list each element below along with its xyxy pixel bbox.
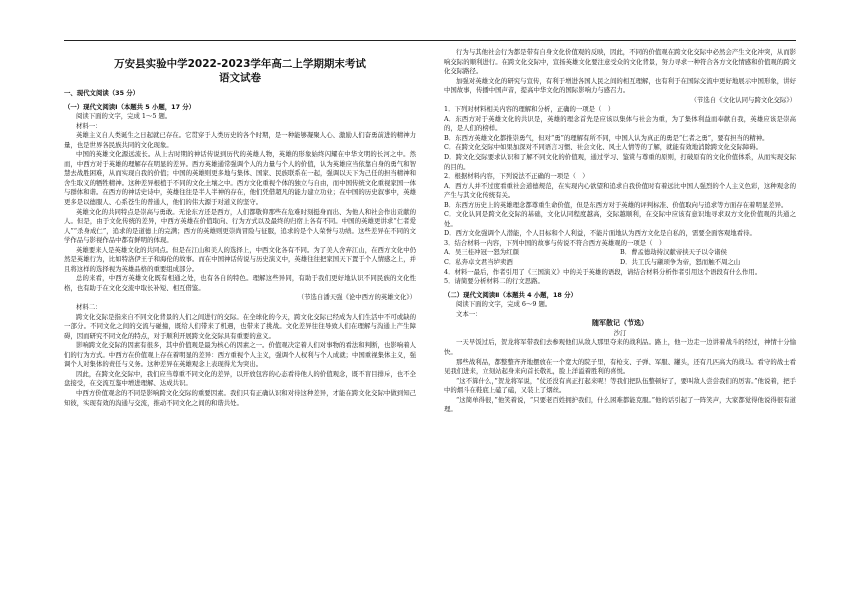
exam-subtitle: 语文试卷 [219, 72, 261, 84]
question-4: 4．材料一最后，作者引用了《三国演义》中的关于英雄的语段，请结合材料分析作者引用这个语段有什么作用。 [444, 267, 762, 276]
paragraph: 中国的英雄文化源远流长。从上古时期的神话传说到历代的英雄人物，英雄的形象始终闪耀在中华文明的长河之中。然而，中西方对于英雄的理解存在明显的差异。西方英雄通常强调个人的力量与个人的价值，认为英雄应当依靠自身的勇气和智慧去战胜困难，从而实现自我的价值；中国的英雄则更多地与集体、国家、民族联系在一起，强调以天下为己任的担当精神和舍生取义的牺牲精神。这种差异根植于不同的文化土壤之中。西方文化重视个体的独立与自由，而中国传统文化重视家国一体与群体和谐。在西方的神话史诗中，英雄往往是半人半神的存在，他们凭借超凡的能力建立功业；在中国的历史叙事中，英雄更多是以德服人、心系苍生的普通人，他们的伟大源于对道义的坚守。 [64, 150, 416, 207]
article-author: 沙汀 [613, 328, 627, 337]
paragraph: 总的来看，中西方英雄文化既有相通之处，也有各自的特色。理解这些异同，有助于我们更好地认识不同民族的文化性格，也有助于在文化交流中取长补短、相互借鉴。 [64, 274, 416, 292]
source-citation: （节选自潘天强《论中西方的英雄文化》） [297, 293, 416, 302]
paragraph: 英雄主义自人类诞生之日起就已存在。它贯穿于人类历史的各个时期，是一种能够凝聚人心、激励人们奋勇前进的精神力量，也是世界各民族共同的文化现象。 [64, 131, 416, 149]
option-c: C．在跨文化交际中如果加深对不同语言习惯、社会文化、风土人情等的了解，就能有效地消除跨文化交际障碍。 [444, 143, 763, 152]
options-row [444, 258, 796, 268]
paragraph: 一天早饭过后，贺龙将军带我们去参观他们从敌人那里夺来的战利品。路上，他一边走一边讲着战斗的经过，神情十分愉快。 [444, 338, 796, 356]
paragraph: 跨文化交际是指来自不同文化背景的人们之间进行的交际。在全球化的今天，跨文化交际已经成为人们生活中不可或缺的一部分。不同文化之间的交流与碰撞，既给人们带来了机遇，也带来了挑战。文化差异往往导致人们在理解与沟通上产生障碍，因而研究不同文化的特点，对于顺利开展跨文化交际具有重要的意义。 [64, 312, 416, 340]
paragraph: “这简单得很，”他笑着说，“只要老百姓拥护我们，什么困难都能克服。”他的话引起了一阵笑声，大家都觉得他说得很有道理。 [444, 395, 796, 414]
paragraph: 行为与其他社会行为都是带有自身文化价值观的反映，因此，不同的价值观在跨文化交际中必然会产生文化冲突，从而影响交际的顺利进行。在跨文化交际中，宣扬英雄文化要注意受众的文化背景，努力寻求一种符合各方文化情感和价值观的跨文化交际路径。 [444, 48, 796, 76]
source-citation: （节选自《文化认同与跨文化交际》） [690, 95, 796, 104]
options-row [444, 248, 796, 258]
option-b: B．曹孟德劫持汉献帝挟天子以令诸侯 [620, 248, 727, 257]
article-title: 随军散记（节选） [592, 319, 648, 328]
material-label: 材料一： [76, 121, 102, 130]
question-3: 3．结合材料一内容，下列中国的故事与传说不符合西方英雄观的一项是（ ） [444, 238, 666, 247]
option-b: B．东西方历史上的英雄理念都尊重生命价值，但是东西方对于英雄的评判标准、价值取向与追求等方面存在着明显差异。 [444, 200, 788, 209]
option-d: D．跨文化交际要求认识和了解不同文化的价值观，通过学习、鉴赏与尊重的原则，打破原有的文化价值体系，从而实现交际的目的。 [444, 153, 796, 171]
paragraph: 中西方价值观念的不同是影响跨文化交际的重要因素。我们只有正确认识和对待这种差异，才能在跨文化交际中做到知己知彼，实现有效的沟通与交流，推动不同文化之间的和谐共处。 [64, 388, 416, 407]
section-heading: 一、现代文阅读（35 分） [64, 89, 140, 97]
instruction: 阅读下面的文字，完成 6～9 题。 [456, 300, 552, 309]
instruction: 阅读下面的文字，完成 1～5 题。 [76, 112, 172, 121]
option-a: A．东西方对于英雄文化的共识是，英雄的理念首先是应该以集体与社会为重，为了集体利益而奉献自我，英雄应该是崇高的，是人们的榜样。 [444, 114, 796, 133]
question-2: 2．根据材料内容，下列说法不正确的一项是（ ） [444, 172, 589, 181]
option-c: C．文化认同是跨文化交际的基础，文化认同程度越高，交际越顺利，在交际中应该有意识地寻求双方文化价值观的共通之处。 [444, 210, 796, 228]
right-column [444, 48, 796, 415]
paragraph: 那些战利品，都整整齐齐地摆放在一个宽大的院子里，有枪支、子弹、军服、罐头，还有几匹高大的战马。看守的战士看见我们进来，立刻站起身来向首长敬礼，脸上洋溢着胜利的喜悦。 [444, 357, 796, 376]
paragraph: 影响跨文化交际的因素有很多，其中价值观是最为核心的因素之一。价值观决定着人们对事物的看法和判断，也影响着人们的行为方式。中西方在价值观上存在着明显的差异：西方重视个人主义，强调个人权利与个人成就；中国重视集体主义，强调个人对集体的责任与义务。这种差异在英雄观念上表现得尤为突出。 [64, 341, 416, 369]
paragraph: 英雄要来人是英雄文化的共同点。但是在江山和美人的选择上，中西文化各有不同。为了美人舍弃江山，在西方文化中仍然是英雄行为，比如特洛伊王子和海伦的故事。而在中国神话传说与历史演义中，英雄往往把家国天下置于个人情感之上，并且将这样的选择视为英雄品格的重要组成部分。 [64, 245, 416, 273]
option-d: D．西方文化强调个人潜能，个人目标和个人利益，不能片面地认为西方文化是自私的，需要全面客观地看待。 [444, 229, 756, 238]
option-a: A．西方人并不过度看重社会道德规范，在实现内心欲望和追求自我价值时有着远比中国人强烈的个人主义色彩，这种观念的产生与其文化传统有关。 [444, 181, 796, 200]
option-a: A．吴三桂冲冠一怒为红颜 [444, 248, 519, 257]
left-column [64, 48, 416, 408]
material-label: 材料二： [76, 303, 102, 312]
paragraph: 因此，在跨文化交际中，我们应当尊重不同文化的差异，以开放包容的心态看待他人的价值观念，既不盲目排斥，也不全盘接受，在交流互鉴中增进理解、达成共识。 [64, 369, 416, 388]
option-b: B．东西方英雄文化都推崇勇气，但对“勇”的理解有所不同，中国人认为真正的勇是“仁者之勇”，要有担当的精神。 [444, 133, 769, 142]
text-label: 文本一： [456, 309, 482, 318]
question-1: 1．下列对材料相关内容的理解和分析，正确的一项是（ ） [444, 105, 615, 114]
paragraph: “这不算什么，”贺龙将军说，“仗还没有真正打起来呢！等我们把队伍整顿好了，要叫敌人尝尝我们的厉害。”他说着，把手中的烟斗在鞋底上磕了磕，又装上了烟丝。 [444, 376, 796, 395]
question-5: 5．请简要分析材料二的行文思路。 [444, 277, 544, 286]
paragraph: 英雄文化的共同特点是崇高与勇敢。无论东方还是西方，人们都敬仰那些在危难时刻挺身而出、为他人和社会作出贡献的人。但是，由于文化传统的差异，中西方英雄在价值取向、行为方式以及最终的归宿上各有不同。中国的英雄更讲求“仁者爱人”“杀身成仁”，追求的是道德上的完满；西方的英雄则更崇尚冒险与征服，追求的是个人荣誉与功绩。这些差异在不同的文学作品与影视作品中都有鲜明的体现。 [64, 207, 416, 245]
paragraph: 加强对英雄文化的研究与宣传，有利于增进各国人民之间的相互理解，也有利于在国际交流中更好地展示中国形象，讲好中国故事，传播中国声音，提高中华文化的国际影响力与感召力。 [444, 76, 796, 95]
header-rule [64, 40, 796, 41]
subsection-heading: （一）现代文阅读Ⅰ（本题共 5 小题，17 分） [64, 102, 196, 111]
exam-title: 万安县实验中学2022-2023学年高二上学期期末考试 [114, 58, 366, 70]
option-c: C．私奔卓文君当垆卖酒 [444, 258, 513, 267]
option-d: D．共工氏与颛顼争为帝，怒而触不周之山 [620, 258, 741, 267]
subsection-heading: （二）现代文阅读Ⅱ（本题共 4 小题，18 分） [444, 290, 577, 299]
